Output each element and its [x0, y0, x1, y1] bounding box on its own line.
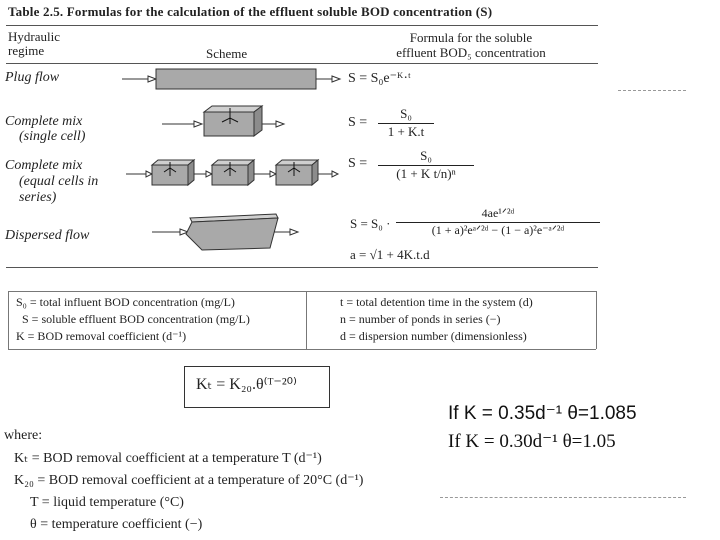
temperature-formula: Kₜ = K₂₀.θ⁽ᵀ⁻²⁰⁾ — [196, 376, 297, 393]
header-regime-line2: regime — [8, 43, 45, 58]
formula-complete-mix-series-lhs: S = — [348, 156, 368, 171]
arrow-right-icon — [316, 76, 340, 82]
regime-line: (single cell) — [19, 129, 86, 144]
regime-complete-mix-series — [5, 158, 98, 206]
plug-flow-scheme — [120, 64, 350, 94]
formula-complete-mix-single-fraction — [378, 106, 434, 140]
fraction-numerator: 4ae¹ᐟ²ᵈ — [481, 206, 515, 220]
legend-left — [16, 294, 250, 345]
legend-divider — [306, 291, 307, 349]
regime-plug-flow: Plug flow — [5, 70, 60, 85]
where-item: K₂₀ = BOD removal coefficient at a temperature of 20°C (d⁻¹) — [14, 473, 364, 488]
plug-flow-tank — [156, 69, 316, 89]
where-item: T = liquid temperature (°C) — [30, 495, 184, 510]
table-title: Table 2.5. Formulas for the calculation of the effluent soluble BOD concentration (S) — [8, 4, 493, 19]
formula-dispersed-lhs: S = S₀ · — [350, 216, 391, 231]
regime-line: (equal cells in — [19, 174, 99, 189]
fraction-denominator: (1 + a)²eᵃᐟ²ᵈ − (1 − a)²e⁻ᵃᐟ²ᵈ — [396, 222, 600, 238]
header-scheme: Scheme — [206, 46, 248, 61]
arrow-right-icon — [162, 121, 202, 127]
fraction-denominator: 1 + K.t — [378, 123, 434, 140]
formula-plug-flow: S = S₀e⁻ᴷ·ᵗ — [348, 71, 411, 86]
dispersed-tank — [186, 218, 278, 250]
decorative-dash-line — [618, 90, 686, 91]
regime-dispersed-flow: Dispersed flow — [5, 228, 90, 243]
dispersed-flow-scheme — [150, 208, 330, 254]
arrow-right-icon — [122, 76, 156, 82]
where-list — [14, 448, 363, 536]
where-item: θ = temperature coefficient (−) — [30, 517, 203, 532]
header-regime — [8, 30, 60, 58]
arrow-right-icon — [262, 121, 284, 127]
fraction-numerator: S₀ — [420, 148, 432, 163]
regime-complete-mix-single — [5, 114, 85, 144]
header-formula-line1: Formula for the soluble — [409, 30, 533, 45]
fraction-denominator: (1 + K t/n)ⁿ — [378, 165, 474, 182]
note-k-035: If K = 0.35d⁻¹ θ=1.085 — [448, 403, 637, 424]
where-label: where: — [4, 428, 43, 443]
legend-item: t = total detention time in the system (d) — [340, 295, 533, 309]
header-formula-line2: effluent BOD₅ concentration — [396, 45, 546, 60]
complete-mix-series-scheme — [124, 156, 344, 192]
complete-mix-single-scheme — [160, 104, 290, 144]
formula-complete-mix-series-fraction — [378, 148, 474, 182]
table-top-rule — [6, 25, 598, 26]
legend-item: S = soluble effluent BOD concentration (mg/L) — [22, 312, 250, 326]
legend-item: n = number of ponds in series (−) — [340, 312, 501, 326]
table-bottom-rule — [6, 267, 598, 268]
mix-tank — [204, 112, 254, 136]
fraction-numerator: S₀ — [400, 106, 412, 121]
legend-item: d = dispersion number (dimensionless) — [340, 329, 527, 343]
regime-line: Complete mix — [5, 158, 83, 173]
where-item: Kₜ = BOD removal coefficient at a temperature T (d⁻¹) — [14, 451, 322, 466]
legend-bottom-rule — [8, 349, 596, 350]
header-formula — [376, 30, 566, 60]
regime-line: Complete mix — [5, 114, 83, 129]
formula-dispersed-fraction — [396, 206, 600, 238]
legend-top-rule — [8, 291, 596, 292]
legend-item: S₀ = total influent BOD concentration (mg/L) — [16, 295, 235, 309]
legend-right — [340, 294, 533, 345]
note-k-030: If K = 0.30d⁻¹ θ=1.05 — [448, 431, 616, 452]
legend-item: K = BOD removal coefficient (d⁻¹) — [16, 329, 187, 343]
legend-right-edge — [596, 291, 597, 349]
header-regime-line1: Hydraulic — [8, 29, 60, 44]
regime-line: series) — [19, 190, 57, 205]
decorative-dash-line — [440, 497, 686, 498]
formula-complete-mix-single-lhs: S = — [348, 115, 368, 130]
legend-left-edge — [8, 291, 9, 349]
formula-dispersed-a: a = √1 + 4K.t.d — [350, 247, 430, 262]
